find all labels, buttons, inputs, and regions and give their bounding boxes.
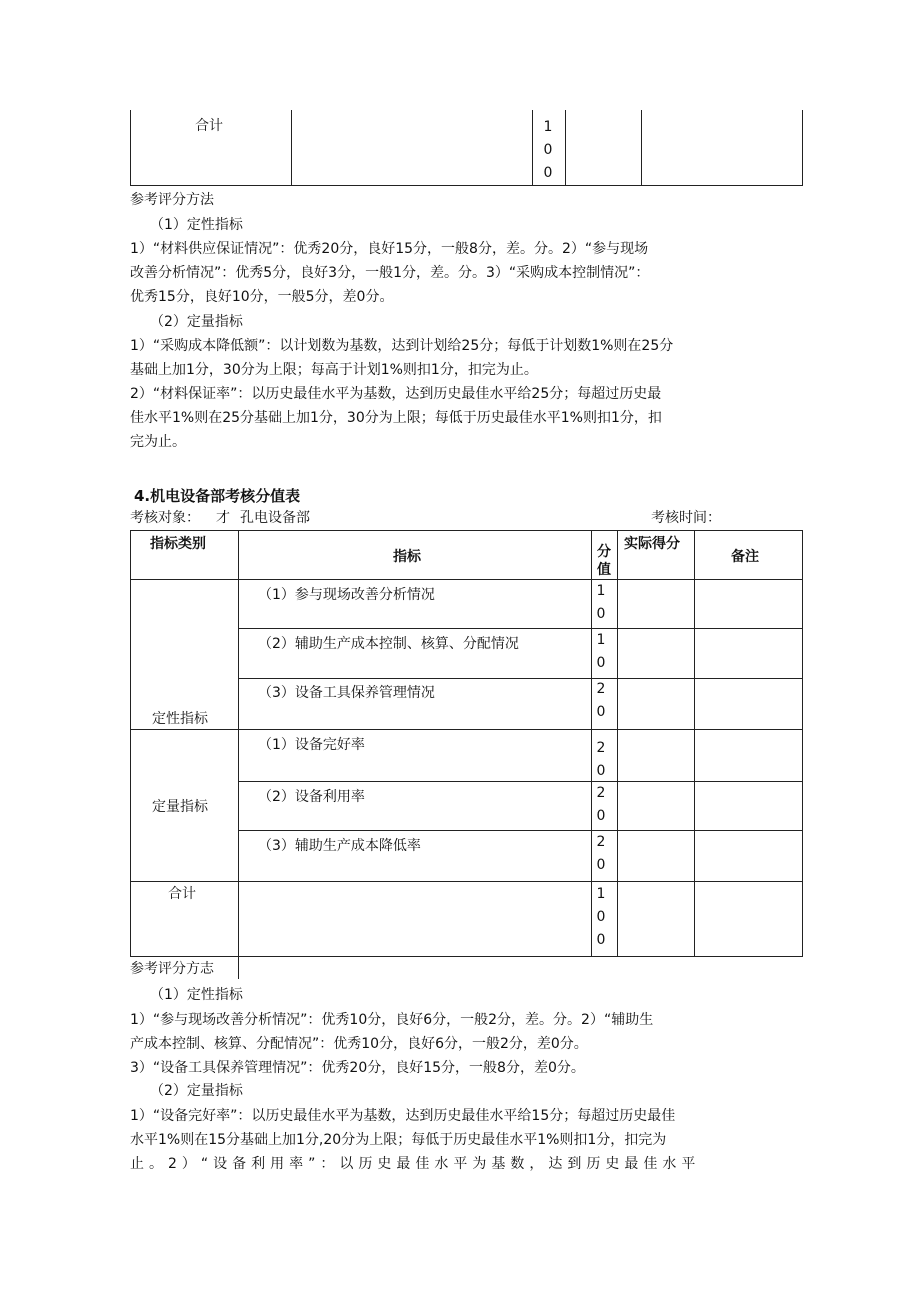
score-digit: 0 <box>596 763 606 779</box>
method-title: 参考评分方法 <box>130 192 214 208</box>
total-digit: 0 <box>596 932 606 948</box>
indicator-row: （2）辅助生产成本控制、核算、分配情况 <box>258 636 519 652</box>
qualitative-line: 优秀15分，良好10分，一般5分，差0分。 <box>130 289 394 305</box>
qualitative-heading: （1）定性指标 <box>150 217 243 233</box>
score-digit: 0 <box>596 808 606 824</box>
score-digit: 2 <box>596 681 606 697</box>
score-digit: 0 <box>596 606 606 622</box>
qualitative-line: 改善分析情况”：优秀5分，良好3分，一般1分，差。分。3）“采购成本控制情况”： <box>130 265 650 281</box>
score-digit: 1 <box>596 632 606 648</box>
top-total-digit: 0 <box>543 142 553 158</box>
quantitative-line: 佳水平1%则在25分基础上加1分，30分为上限；每低于历史最佳水平1%则扣1分，扣 <box>130 410 662 426</box>
section-title: 4.机电设备部考核分值表 <box>134 487 301 505</box>
qualitative-line: 1）“参与现场改善分析情况”：优秀10分，良好6分，一般2分，差。分。2）“辅助生 <box>130 1012 654 1028</box>
qualitative-line: 1）“材料供应保证情况”：优秀20分，良好15分，一般8分，差。分。2）“参与现场 <box>130 241 649 257</box>
quantitative-line: 基础上加1分，30分为上限；每高于计划1%则扣1分，扣完为止。 <box>130 362 538 378</box>
total-label: 合计 <box>168 886 196 902</box>
target-value: 孔电设备部 <box>240 510 310 526</box>
method-title: 参考评分方志 <box>130 961 214 977</box>
indicator-row: （3）辅助生产成本降低率 <box>258 838 421 854</box>
qualitative-line: 3）“设备工具保养管理情况”：优秀20分，良好15分，一般8分，差0分。 <box>130 1060 585 1076</box>
quantitative-line: 1）“采购成本降低额”：以计划数为基数，达到计划给25分；每低于计划数1%则在25分 <box>130 338 674 354</box>
qualitative-heading: （1）定性指标 <box>150 987 243 1003</box>
header-score-top: 分 <box>597 544 611 560</box>
header-score-bottom: 值 <box>597 562 611 578</box>
header-actual-score: 实际得分 <box>624 536 680 552</box>
quantitative-line: 水平1%则在15分基础上加1分,20分为上限；每低于历史最佳水平1%则扣1分，扣完为 <box>130 1132 667 1148</box>
quantitative-line: 2）“材料保证率”：以历史最佳水平为基数，达到历史最佳水平给25分；每超过历史最 <box>130 386 662 402</box>
total-digit: 1 <box>596 886 606 902</box>
score-digit: 0 <box>596 704 606 720</box>
quantitative-heading: （2）定量指标 <box>150 1083 243 1099</box>
score-digit: 2 <box>596 785 606 801</box>
group-qualitative: 定性指标 <box>152 711 208 727</box>
score-digit: 0 <box>596 857 606 873</box>
indicator-row: （2）设备利用率 <box>258 789 365 805</box>
indicator-row: （3）设备工具保养管理情况 <box>258 685 435 701</box>
header-indicator: 指标 <box>393 549 421 565</box>
assessment-time-label: 考核时间： <box>651 510 721 526</box>
header-category: 指标类别 <box>150 536 206 552</box>
score-digit: 2 <box>596 834 606 850</box>
score-digit: 1 <box>596 583 606 599</box>
quantitative-line: 止。2）“设备利用率”：以历史最佳水平为基数，达到历史最佳水平 <box>130 1156 701 1172</box>
target-label: 考核对象： <box>130 510 200 526</box>
total-digit: 0 <box>596 909 606 925</box>
top-total-label: 合计 <box>195 118 223 134</box>
qualitative-line: 产成本控制、核算、分配情况”：优秀10分，良好6分，一般2分，差0分。 <box>130 1036 588 1052</box>
target-value-char: 才 <box>216 510 230 526</box>
quantitative-heading: （2）定量指标 <box>150 314 243 330</box>
group-quantitative: 定量指标 <box>152 799 208 815</box>
header-note: 备注 <box>731 549 759 565</box>
top-total-digit: 1 <box>543 119 553 135</box>
indicator-row: （1）参与现场改善分析情况 <box>258 587 435 603</box>
top-total-digit: 0 <box>543 165 553 181</box>
quantitative-line: 1）“设备完好率”：以历史最佳水平为基数，达到历史最佳水平给15分；每超过历史最佳 <box>130 1108 676 1124</box>
quantitative-line: 完为止。 <box>130 434 186 450</box>
score-digit: 0 <box>596 655 606 671</box>
score-digit: 2 <box>596 740 606 756</box>
indicator-row: （1）设备完好率 <box>258 737 365 753</box>
